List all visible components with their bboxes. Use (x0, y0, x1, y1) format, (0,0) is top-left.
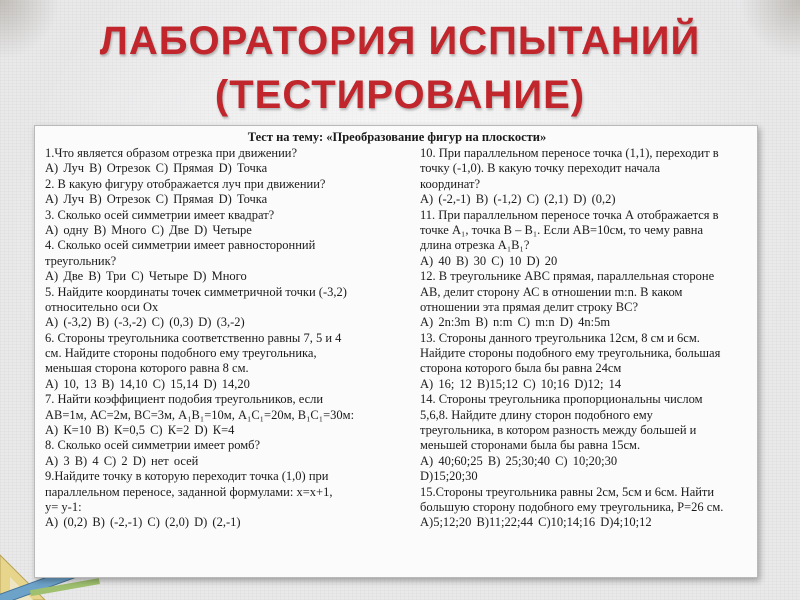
answer-options: А) Две В) Три С) Четыре D) Много (45, 269, 247, 284)
answer-options: А) Луч В) Отрезок С) Прямая D) Точка (45, 192, 268, 207)
question-line: точке А₁, точка В – В₁. Если АВ=10см, то чему равна (420, 222, 704, 237)
question-line: 11. При параллельном переносе точка А отображается в (420, 207, 719, 222)
question-line: 3. Сколько осей симметрии имеет квадрат? (45, 207, 275, 222)
answer-options: А) 3 В) 4 С) 2 D) нет осей (45, 453, 199, 468)
question-line: 2. В какую фигуру отображается луч при движении? (45, 176, 326, 191)
question-line: треугольник? (45, 253, 117, 268)
question-line: координат? (420, 176, 480, 191)
answer-options: А) 16; 12 В)15;12 С) 10;16 D)12; 14 (420, 376, 622, 391)
question-line: сторона которого была бы равна 24см (420, 361, 622, 376)
answer-options: А) К=10 В) К=0,5 С) К=2 D) К=4 (45, 423, 235, 438)
answer-options: А) (-2,-1) В) (-1,2) С) (2,1) D) (0,2) (420, 192, 616, 207)
question-line: у= у-1: (45, 499, 82, 514)
right-column (420, 146, 755, 531)
question-line: см. Найдите стороны подобного ему треугольника, (45, 346, 317, 361)
question-line: 9.Найдите точку в которую переходит точка (1,0) при (45, 469, 329, 484)
question-line: относительно оси Ох (45, 299, 159, 314)
question-line: меньшей сторонами была бы равна 15см. (420, 438, 641, 453)
answer-options: А) 40;60;25 В) 25;30;40 С) 10;20;30 (420, 453, 618, 468)
answer-options: А) 2n:3m В) n:m С) m:n D) 4n:5m (420, 315, 611, 330)
question-line: Найдите стороны подобного ему треугольника, большая (420, 346, 721, 361)
question-line: АВ=1м, АС=2м, ВС=3м, А₁В₁=10м, А₁С₁=20м, В₁С₁=30м: (45, 407, 355, 422)
question-line: точку (-1,0). В какую точку переходит начала (420, 161, 661, 176)
answer-options: А) 40 В) 30 С) 10 D) 20 (420, 253, 558, 268)
question-line: 14. Стороны треугольника пропорциональны числом (420, 392, 703, 407)
question-line: треугольника, в котором разность между большей и (420, 423, 697, 438)
question-line: 10. При параллельном переносе точка (1,1), переходит в (420, 146, 719, 160)
test-sheet (34, 125, 758, 578)
slide-title-line1: ЛАБОРАТОРИЯ ИСПЫТАНИЙ (99, 19, 701, 63)
question-line: параллельном переносе, заданной формулами: х=х+1, (45, 484, 333, 499)
answer-options: А) одну В) Много С) Две D) Четыре (45, 222, 252, 237)
left-column (45, 146, 403, 531)
question-line: меньшая сторона которого равна 8 см. (45, 361, 249, 376)
slide-title-line2: (ТЕСТИРОВАНИЕ) (214, 73, 586, 117)
question-line: 13. Стороны данного треугольника 12см, 8 см и 6см. (420, 330, 700, 345)
answer-options: А)5;12;20 В)11;22;44 С)10;14;16 D)4;10;12 (420, 515, 652, 530)
answer-options: А) 10, 13 В) 14,10 С) 15,14 D) 14,20 (45, 376, 250, 391)
answer-options: А) Луч В) Отрезок С) Прямая D) Точка (45, 161, 268, 176)
question-line: 5. Найдите координаты точек симметричной точки (-3,2) (45, 284, 347, 299)
question-line: 1.Что является образом отрезка при движении? (45, 146, 298, 160)
question-line: АВ, делит сторону АС в отношении m:n. В каком (420, 284, 683, 299)
question-line: 6. Стороны треугольника соответственно равны 7, 5 и 4 (45, 330, 342, 345)
question-line: 5,6,8. Найдите длину сторон подобного ему (420, 407, 653, 422)
question-line: 15.Стороны треугольника равны 2см, 5см и 6см. Найти (420, 484, 715, 499)
question-line: 12. В треугольнике АВС прямая, параллельная стороне (420, 269, 715, 284)
test-title: Тест на тему: «Преобразование фигур на плоскости» (247, 130, 547, 144)
question-line: 8. Сколько осей симметрии имеет ромб? (45, 438, 261, 453)
question-line: большую сторону подобного ему треугольника, Р=26 см. (420, 499, 724, 514)
question-line: отношении эта прямая делит строку ВС? (420, 299, 639, 314)
answer-options: D)15;20;30 (420, 469, 478, 484)
answer-options: А) (-3,2) В) (-3,-2) С) (0,3) D) (3,-2) (45, 315, 245, 330)
question-line: 7. Найти коэффициент подобия треугольников, если (45, 392, 324, 407)
question-line: длина отрезка А₁В₁? (420, 238, 530, 253)
answer-options: А) (0,2) В) (-2,-1) С) (2,0) D) (2,-1) (45, 515, 241, 530)
question-line: 4. Сколько осей симметрии имеет равносторонний (45, 238, 316, 253)
